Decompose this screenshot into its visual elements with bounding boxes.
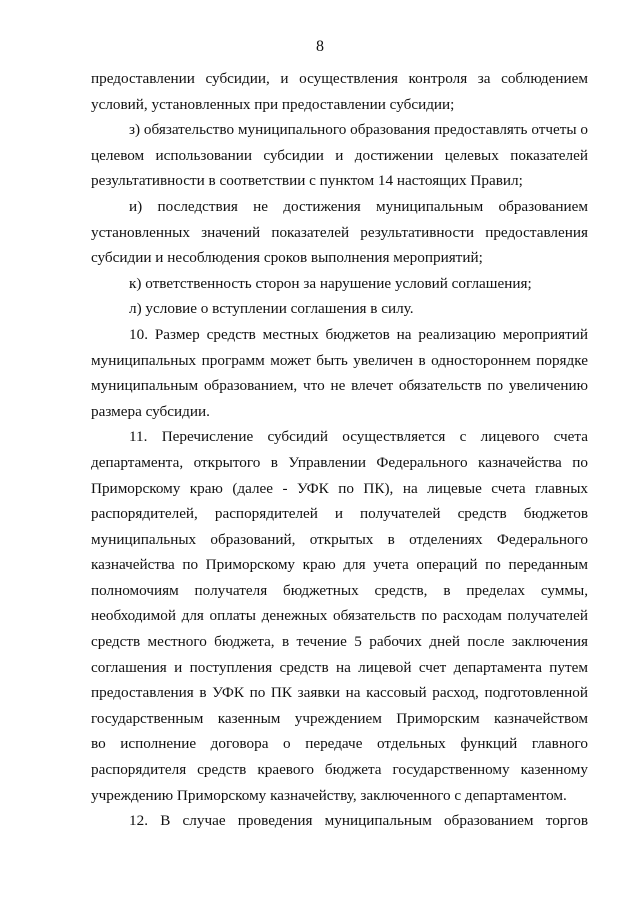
text-line: распорядителей, распорядителей и получателей средств бюджетов — [91, 505, 588, 523]
text-line: к) ответственность сторон за нарушение условий соглашения; — [129, 274, 532, 292]
text-line: целевом использовании субсидии и достижении целевых показателей — [91, 146, 588, 164]
text-line: результативности в соответствии с пунктом 14 настоящих Правил; — [91, 172, 523, 190]
text-line: з) обязательство муниципального образования предоставлять отчеты о — [129, 121, 588, 139]
text-line: 10. Размер средств местных бюджетов на реализацию мероприятий — [129, 325, 588, 343]
text-line: условий, установленных при предоставлении субсидии; — [91, 95, 455, 113]
paragraph-clause-12 — [91, 808, 588, 834]
text-line: и) последствия не достижения муниципальным образованием — [129, 197, 588, 215]
text-line: учреждению Приморскому казначейству, заключенного с департаментом. — [91, 786, 567, 804]
text-line: во исполнение договора о передаче отдельных функций главного — [91, 735, 588, 753]
text-line: муниципальным образованием, что не влечет обязательств по увеличению — [91, 377, 588, 395]
text-line: л) условие о вступлении соглашения в силу. — [129, 300, 414, 318]
text-line: распорядителя средств краевого бюджета государственному казенному — [91, 761, 588, 779]
text-line: необходимой для оплаты денежных обязательств по расходам получателей — [91, 607, 588, 625]
paragraph-continuation — [91, 66, 588, 117]
text-line: установленных значений показателей результативности предоставления — [91, 223, 588, 241]
paragraph-clause-10 — [91, 322, 588, 424]
text-line: средств местного бюджета, в течение 5 рабочих дней после заключения — [91, 633, 588, 651]
text-line: казначейства по Приморскому краю для учета операций по переданным — [91, 556, 588, 574]
body-text — [91, 66, 588, 834]
paragraph-item-l — [91, 296, 588, 322]
paragraph-item-z — [91, 117, 588, 194]
text-line: муниципальных образований, открытых в отделениях Федерального — [91, 530, 588, 548]
text-line: субсидии и несоблюдения сроков выполнения мероприятий; — [91, 249, 483, 267]
text-line: департамента, открытого в Управлении Федерального казначейства по — [91, 453, 588, 471]
paragraph-item-i — [91, 194, 588, 271]
text-line: размера субсидии. — [91, 402, 210, 420]
text-line: 11. Перечисление субсидий осуществляется с лицевого счета — [129, 428, 588, 446]
text-line: соглашения и поступления средств на лицевой счет департамента путем — [91, 658, 588, 676]
text-line: 12. В случае проведения муниципальным образованием торгов — [129, 812, 588, 830]
text-line: предоставлении субсидии, и осуществления контроля за соблюдением — [91, 70, 588, 87]
text-line: предоставления в УФК по ПК заявки на кассовый расход, подготовленной — [91, 684, 588, 702]
text-line: муниципальных программ может быть увеличен в одностороннем порядке — [91, 351, 588, 369]
paragraph-clause-11 — [91, 424, 588, 808]
text-line: государственным казенным учреждением Приморским казначейством — [91, 709, 588, 727]
text-line: полномочиям получателя бюджетных средств, в пределах суммы, — [91, 581, 588, 599]
paragraph-item-k — [91, 271, 588, 297]
text-line: Приморскому краю (далее - УФК по ПК), на лицевые счета главных — [91, 479, 588, 497]
page-number: 8 — [316, 38, 324, 55]
